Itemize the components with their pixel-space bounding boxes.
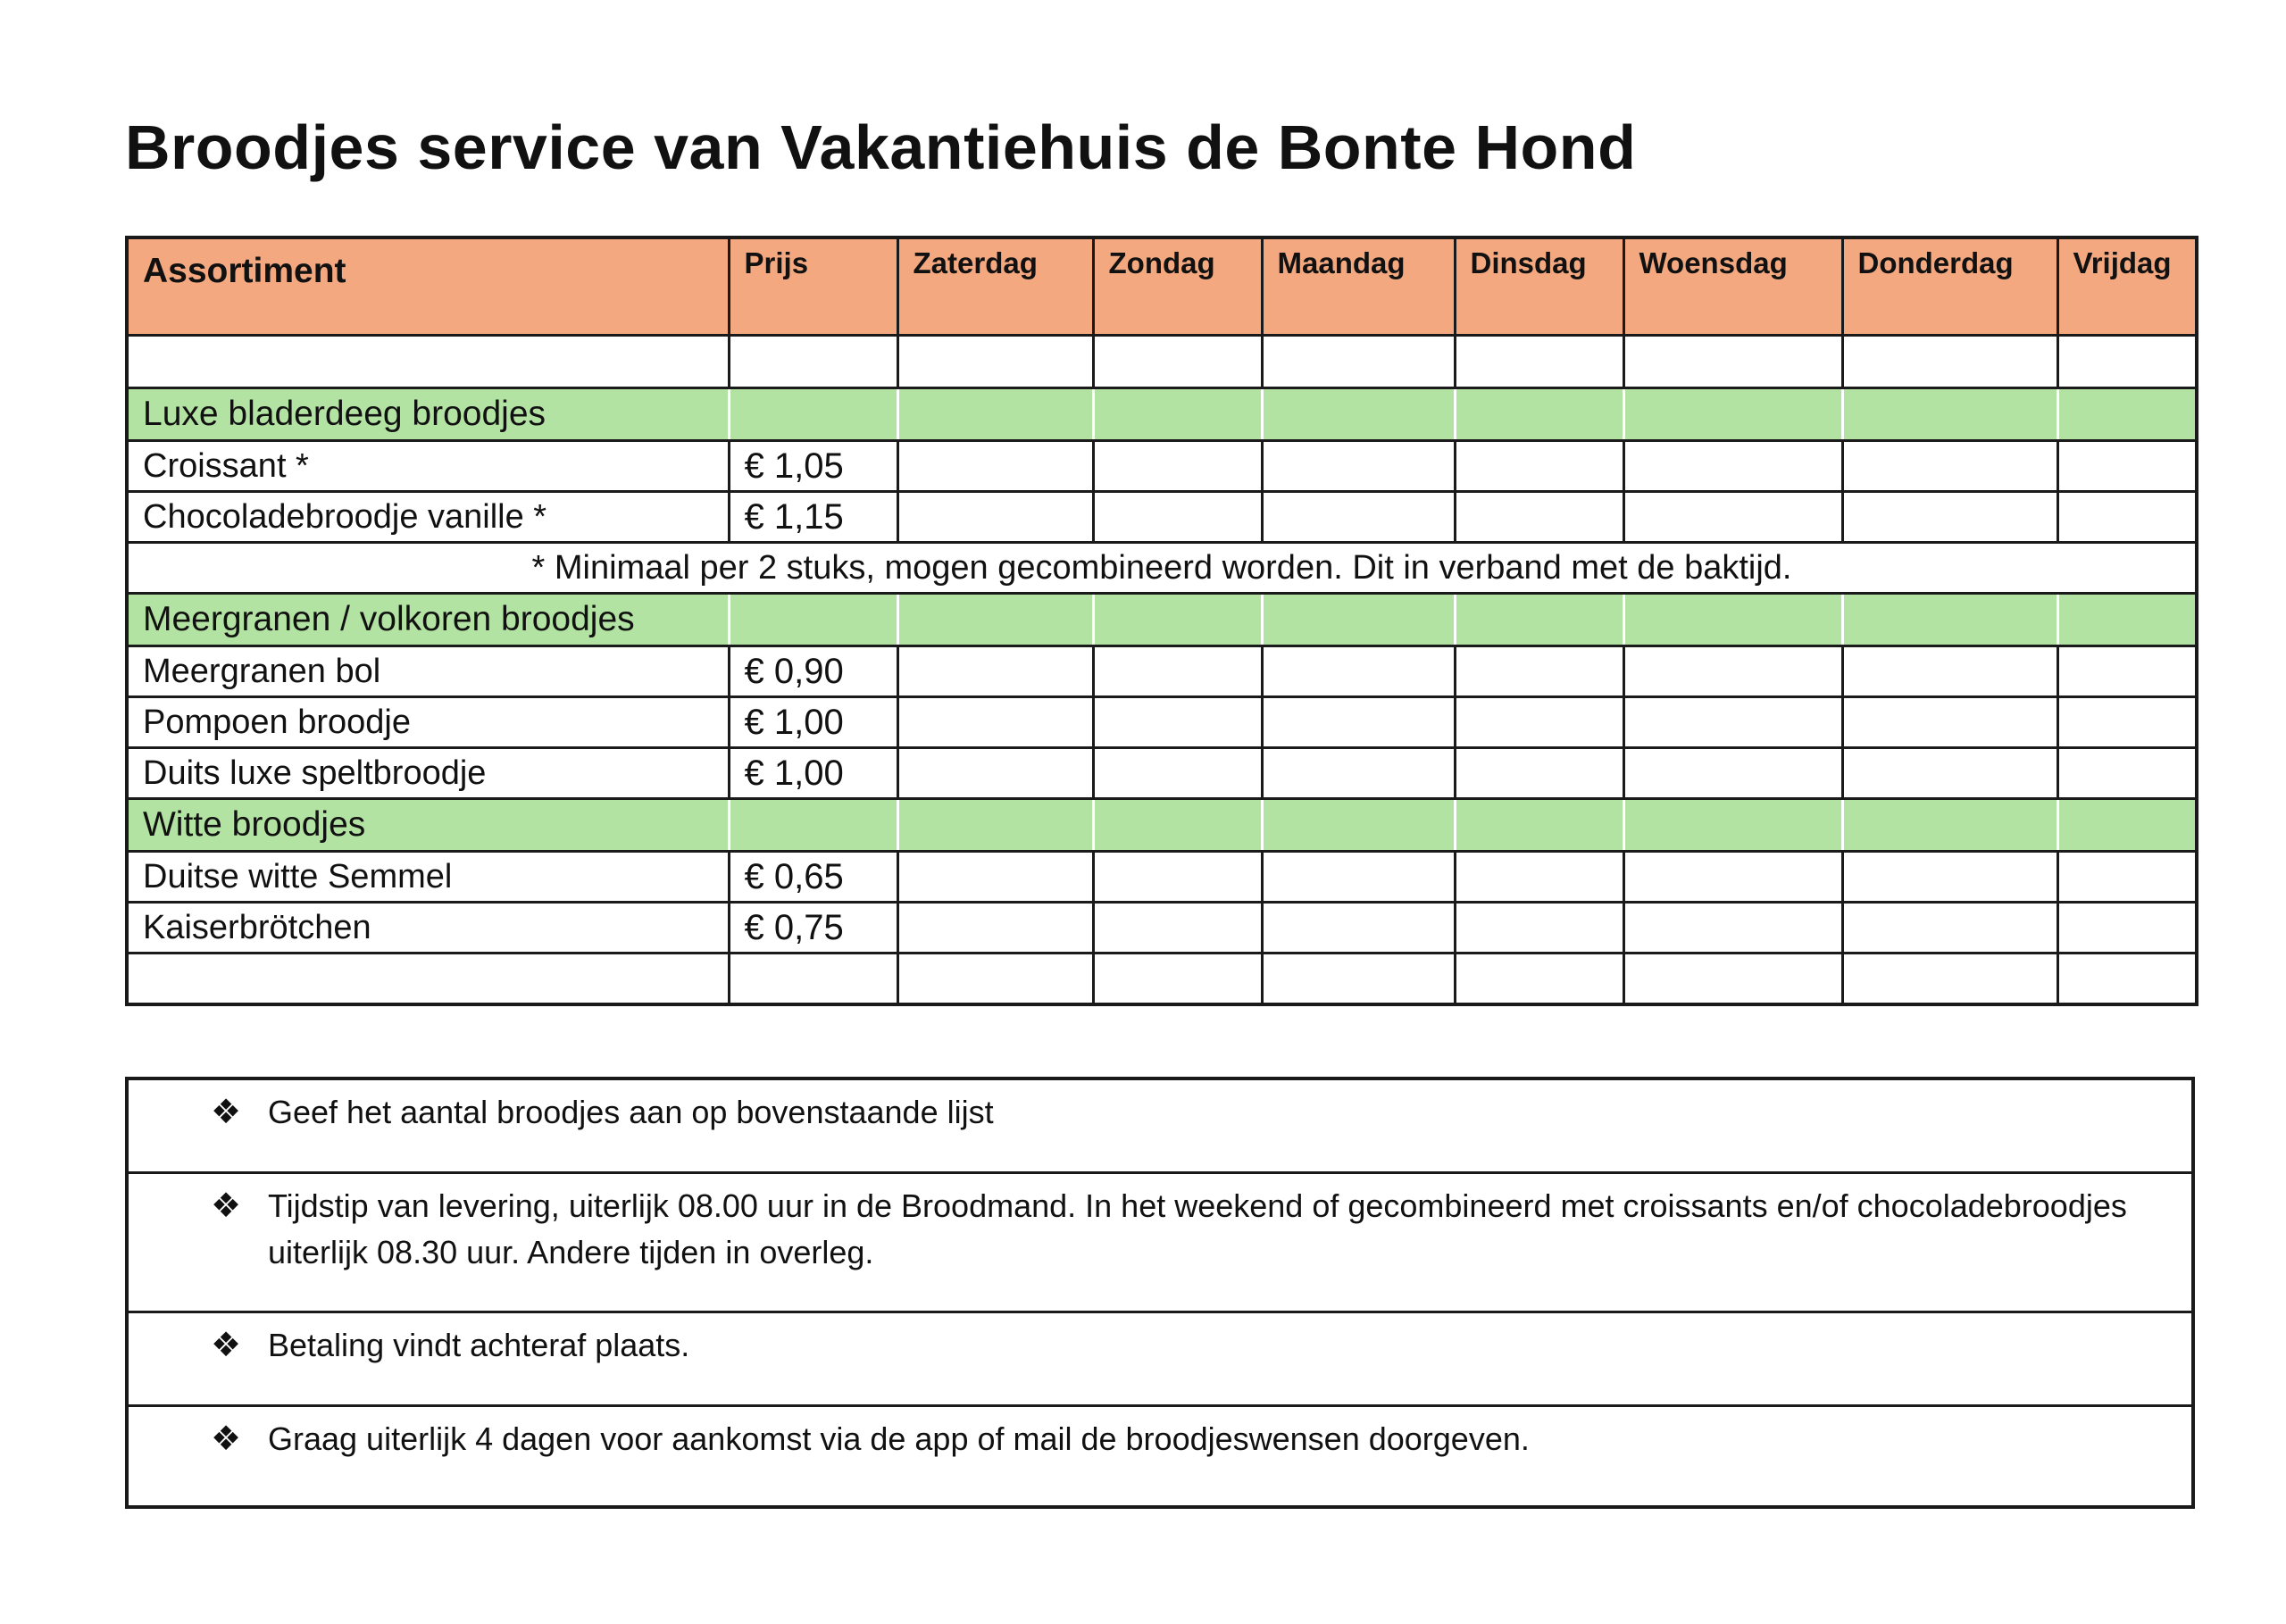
order-cell[interactable] — [1623, 336, 1842, 388]
order-cell[interactable] — [1842, 336, 2057, 388]
order-cell[interactable] — [2057, 954, 2197, 1005]
product-name: Duitse witte Semmel — [127, 852, 729, 903]
info-text: Betaling vindt achteraf plaats. — [268, 1327, 690, 1363]
bullet-icon: ❖ — [211, 1327, 242, 1364]
bullet-icon: ❖ — [211, 1420, 242, 1458]
header-zondag: Zondag — [1093, 237, 1262, 336]
info-text: Graag uiterlijk 4 dagen voor aankomst via de app of mail de broodjeswensen doorgeven. — [268, 1420, 1530, 1457]
order-cell[interactable] — [897, 903, 1093, 954]
table-row — [127, 697, 2197, 748]
order-cell[interactable] — [897, 336, 1093, 388]
order-cell[interactable] — [1093, 492, 1262, 543]
order-cell[interactable] — [2057, 852, 2197, 903]
order-cell[interactable] — [1455, 697, 1623, 748]
order-cell[interactable] — [1455, 441, 1623, 492]
order-cell[interactable] — [2057, 492, 2197, 543]
order-cell[interactable] — [1093, 852, 1262, 903]
table-row — [127, 903, 2197, 954]
order-cell[interactable] — [1093, 697, 1262, 748]
order-cell[interactable] — [1623, 492, 1842, 543]
header-assortiment: Assortiment — [127, 237, 729, 336]
category-label: Witte broodjes — [127, 799, 729, 852]
product-price: € 0,65 — [729, 852, 897, 903]
order-cell[interactable] — [1842, 954, 2057, 1005]
product-price: € 1,15 — [729, 492, 897, 543]
header-prijs: Prijs — [729, 237, 897, 336]
category-label: Meergranen / volkoren broodjes — [127, 594, 729, 646]
order-cell[interactable] — [2057, 903, 2197, 954]
order-cell[interactable] — [1093, 954, 1262, 1005]
order-cell[interactable] — [1262, 903, 1455, 954]
order-cell[interactable] — [1623, 852, 1842, 903]
order-cell[interactable] — [1455, 646, 1623, 697]
order-cell[interactable] — [1455, 954, 1623, 1005]
info-item — [129, 1407, 2191, 1505]
order-cell[interactable] — [1262, 954, 1455, 1005]
order-cell[interactable] — [1093, 903, 1262, 954]
category-label: Luxe bladerdeeg broodjes — [127, 388, 729, 441]
product-price: € 0,90 — [729, 646, 897, 697]
header-dinsdag: Dinsdag — [1455, 237, 1623, 336]
order-cell[interactable] — [1455, 748, 1623, 799]
product-name: Kaiserbrötchen — [127, 903, 729, 954]
order-cell[interactable] — [1623, 646, 1842, 697]
order-cell[interactable] — [2057, 441, 2197, 492]
info-item — [129, 1174, 2191, 1313]
order-cell[interactable] — [1093, 441, 1262, 492]
product-name: Pompoen broodje — [127, 697, 729, 748]
order-cell[interactable] — [1455, 492, 1623, 543]
blank-cell — [127, 336, 729, 388]
order-cell[interactable] — [897, 646, 1093, 697]
product-price: € 1,00 — [729, 748, 897, 799]
order-cell[interactable] — [1262, 492, 1455, 543]
order-cell[interactable] — [897, 492, 1093, 543]
order-cell[interactable] — [2057, 646, 2197, 697]
order-table — [125, 236, 2198, 1006]
table-row — [127, 492, 2197, 543]
order-cell[interactable] — [1093, 646, 1262, 697]
product-price: € 1,05 — [729, 441, 897, 492]
order-cell[interactable] — [1623, 748, 1842, 799]
order-cell[interactable] — [1262, 441, 1455, 492]
order-cell[interactable] — [1623, 697, 1842, 748]
note-row — [127, 543, 2197, 594]
order-cell[interactable] — [1455, 903, 1623, 954]
order-cell[interactable] — [1623, 954, 1842, 1005]
header-row — [127, 237, 2197, 336]
order-cell[interactable] — [1262, 336, 1455, 388]
order-cell[interactable] — [897, 441, 1093, 492]
order-cell[interactable] — [897, 748, 1093, 799]
bullet-icon: ❖ — [211, 1187, 242, 1225]
baking-note: * Minimaal per 2 stuks, mogen gecombineerd worden. Dit in verband met de baktijd. — [127, 543, 2197, 594]
order-cell[interactable] — [1262, 697, 1455, 748]
blank-cell — [729, 954, 897, 1005]
table-row — [127, 441, 2197, 492]
order-cell[interactable] — [1093, 748, 1262, 799]
order-cell[interactable] — [1842, 441, 2057, 492]
info-item — [129, 1313, 2191, 1407]
order-cell[interactable] — [1262, 852, 1455, 903]
order-cell[interactable] — [1455, 852, 1623, 903]
product-name: Meergranen bol — [127, 646, 729, 697]
order-cell[interactable] — [1262, 748, 1455, 799]
order-cell[interactable] — [1842, 697, 2057, 748]
header-donderdag: Donderdag — [1842, 237, 2057, 336]
order-cell[interactable] — [1842, 903, 2057, 954]
info-item — [129, 1080, 2191, 1174]
order-cell[interactable] — [1623, 903, 1842, 954]
category-row — [127, 799, 2197, 852]
category-row — [127, 388, 2197, 441]
bullet-icon: ❖ — [211, 1094, 242, 1131]
product-price: € 0,75 — [729, 903, 897, 954]
table-row — [127, 748, 2197, 799]
order-cell[interactable] — [1623, 441, 1842, 492]
info-text: Geef het aantal broodjes aan op bovenstaande lijst — [268, 1094, 994, 1130]
page-title: Broodjes service van Vakantiehuis de Bonte Hond — [125, 112, 1637, 182]
info-text: Tijdstip van levering, uiterlijk 08.00 uur in de Broodmand. In het weekend of gecombineerd met croissants en/of chocoladebroodjes uiterlijk 08.30 uur. Andere tijden in overleg. — [268, 1187, 2127, 1270]
order-cell[interactable] — [1093, 336, 1262, 388]
order-cell[interactable] — [897, 852, 1093, 903]
order-cell[interactable] — [1842, 492, 2057, 543]
order-cell[interactable] — [1262, 646, 1455, 697]
product-name: Duits luxe speltbroodje — [127, 748, 729, 799]
order-cell[interactable] — [1842, 646, 2057, 697]
blank-row — [127, 336, 2197, 388]
order-cell[interactable] — [1455, 336, 1623, 388]
table-row — [127, 852, 2197, 903]
order-cell[interactable] — [897, 697, 1093, 748]
order-cell[interactable] — [2057, 697, 2197, 748]
order-cell[interactable] — [1842, 852, 2057, 903]
header-woensdag: Woensdag — [1623, 237, 1842, 336]
blank-cell — [127, 954, 729, 1005]
category-row — [127, 594, 2197, 646]
blank-row — [127, 954, 2197, 1005]
product-price: € 1,00 — [729, 697, 897, 748]
header-zaterdag: Zaterdag — [897, 237, 1093, 336]
blank-cell — [729, 336, 897, 388]
order-cell[interactable] — [2057, 748, 2197, 799]
order-cell[interactable] — [1842, 748, 2057, 799]
header-vrijdag: Vrijdag — [2057, 237, 2197, 336]
header-maandag: Maandag — [1262, 237, 1455, 336]
product-name: Chocoladebroodje vanille * — [127, 492, 729, 543]
order-cell[interactable] — [2057, 336, 2197, 388]
product-name: Croissant * — [127, 441, 729, 492]
info-box — [125, 1077, 2195, 1509]
order-cell[interactable] — [897, 954, 1093, 1005]
table-row — [127, 646, 2197, 697]
